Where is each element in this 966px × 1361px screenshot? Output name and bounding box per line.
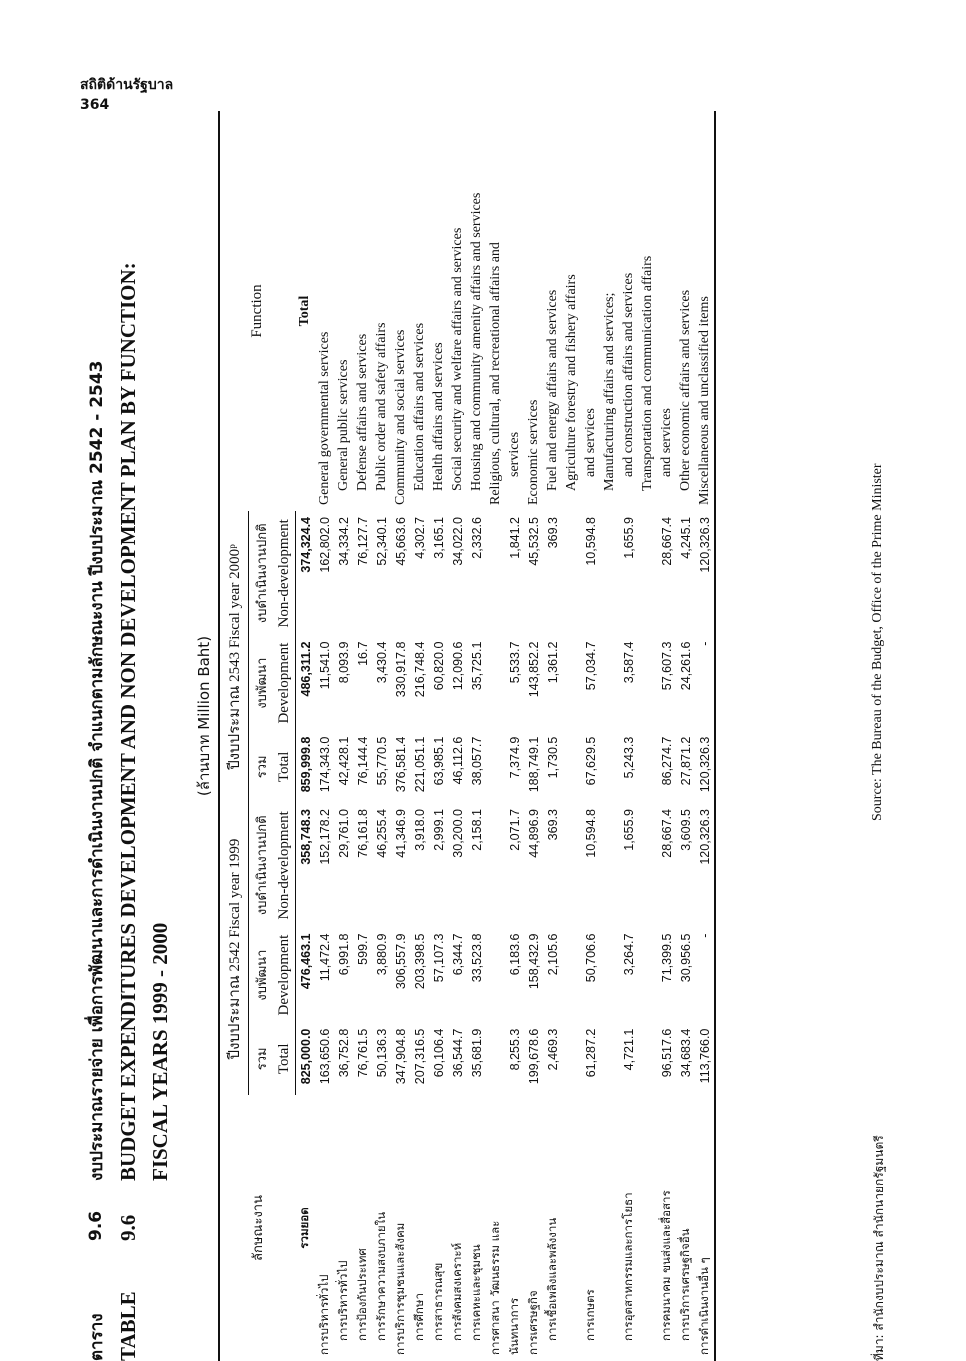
table-row: [372, 111, 391, 1361]
thai-row-label: การป้องกันประเทศ: [354, 1248, 369, 1341]
value-cell: 3,880.9: [374, 933, 389, 976]
value-cell: 61,287.2: [583, 1028, 598, 1078]
value-cell: 1,841.2: [507, 517, 522, 559]
table-row: [505, 111, 524, 1361]
value-cell: 199,678.6: [526, 1028, 541, 1085]
value-cell: 71,399.5: [659, 933, 674, 983]
value-cell: 163,650.6: [317, 1028, 332, 1085]
value-cell: 3,165.1: [431, 517, 446, 559]
value-cell: 476,463.1: [298, 933, 313, 990]
value-cell: [638, 636, 657, 731]
table-row: [638, 111, 657, 1361]
value-cell: 45,663.6: [393, 517, 408, 566]
value-cell: 1,655.9: [621, 809, 636, 851]
value-cell: 24,261.6: [678, 641, 693, 691]
value-cell: 825,000.0: [298, 1028, 313, 1085]
value-cell: [486, 636, 505, 731]
thai-row-label: การบริหารทั่วไป: [316, 1274, 331, 1355]
thai-row-label: [600, 1095, 619, 1361]
thai-row-label: [562, 1095, 581, 1361]
value-cell: 10,594.8: [583, 809, 598, 858]
table-row: [486, 111, 505, 1361]
header-thai-function: ลักษณะงาน: [219, 1095, 296, 1361]
value-cell: 4,245.1: [678, 517, 693, 559]
value-cell: 35,725.1: [469, 641, 484, 691]
thai-row-label: การรักษาความสงบภายใน: [373, 1211, 388, 1341]
value-cell: 152,178.2: [317, 809, 332, 865]
header-fy2000: ปีงบประมาณ 2543 Fiscal year 2000ᵖ: [219, 511, 249, 803]
value-cell: 221,051.1: [412, 736, 427, 793]
value-cell: 486,311.2: [298, 641, 313, 697]
value-cell: 376,581.4: [393, 736, 408, 793]
value-cell: 3,430.4: [374, 641, 389, 684]
thai-row-label: การเคหะและชุมชน: [468, 1244, 483, 1341]
function-label: and services: [582, 408, 598, 477]
value-cell: 347,904.8: [393, 1028, 408, 1085]
value-cell: 3,918.0: [412, 809, 427, 851]
thai-title: [80, 71, 112, 1361]
table-row: [429, 111, 448, 1361]
thai-source: ที่มา: สำนักงบประมาณ สำนักนายกรัฐมนตรี: [872, 1135, 886, 1361]
table-row: [334, 111, 353, 1361]
value-cell: 4,721.1: [621, 1028, 636, 1071]
table-row: [410, 111, 429, 1361]
value-cell: 41,346.9: [393, 809, 408, 858]
value-cell: 52,340.1: [374, 517, 389, 566]
value-cell: 5,533.7: [507, 641, 522, 684]
rotated-table-page: [80, 71, 940, 1361]
value-cell: 10,594.8: [583, 517, 598, 566]
header-dev-th-2000: งบพัฒนา: [255, 657, 270, 709]
page-number: 364: [80, 97, 110, 113]
value-cell: 162,802.0: [317, 517, 332, 573]
function-label: and services: [658, 408, 674, 477]
value-cell: 6,183.6: [507, 933, 522, 976]
header-fy1999: ปีงบประมาณ 2542 Fiscal year 1999: [219, 803, 249, 1095]
thai-row-label: การคมนาคม ขนส่งและสื่อสาร: [658, 1190, 673, 1341]
value-cell: 76,127.7: [355, 517, 370, 566]
thai-table-label: ตาราง: [86, 1313, 107, 1361]
header-total-1999: Total: [274, 1023, 296, 1095]
table-row: [524, 111, 543, 1361]
value-cell: [600, 1023, 619, 1095]
function-label: Community and social services: [392, 329, 408, 505]
function-label: Religious, cultural, and recreational affairs and: [487, 242, 503, 505]
table-row: [695, 111, 715, 1361]
header-nondev-2000: Non-development: [274, 511, 296, 636]
value-cell: 12,090.6: [450, 641, 465, 691]
value-cell: 203,398.5: [412, 933, 427, 990]
function-label: Health affairs and services: [430, 342, 446, 491]
value-cell: 330,917.8: [393, 641, 408, 698]
function-label: Housing and community amenity affairs and services: [468, 192, 484, 491]
header-dev-2000: Development: [274, 636, 296, 731]
thai-row-label: การเชื้อเพลิงและพลังงาน: [544, 1217, 559, 1341]
value-cell: [486, 928, 505, 1023]
thai-row-label: การสังคมสงเคราะห์: [449, 1242, 464, 1341]
value-cell: 36,752.8: [336, 1028, 351, 1078]
en-table-number: 9.6: [115, 1214, 140, 1241]
header-total-th-1999: รวม: [255, 1047, 270, 1071]
value-cell: 8,255.3: [507, 1028, 522, 1071]
budget-table: [218, 111, 716, 1361]
value-cell: 2,999.1: [431, 809, 446, 851]
value-cell: [600, 636, 619, 731]
footer: [870, 71, 889, 1361]
value-cell: 35,681.9: [469, 1028, 484, 1078]
value-cell: 113,766.0: [695, 1023, 715, 1095]
function-label: services: [506, 431, 522, 477]
thai-row-label: การศาสนา วัฒนธรรม และ: [487, 1220, 502, 1355]
thai-row-label: การศึกษา: [411, 1293, 426, 1341]
function-label: Transportation and communication affairs: [639, 255, 655, 491]
value-cell: 11,472.4: [317, 933, 332, 982]
value-cell: -: [695, 928, 715, 1023]
table-row: [353, 111, 372, 1361]
value-cell: 216,748.4: [412, 641, 427, 698]
value-cell: 306,557.9: [393, 933, 408, 990]
thai-row-label: นันทนาการ: [506, 1297, 521, 1355]
value-cell: [486, 803, 505, 928]
value-cell: 3,609.5: [678, 809, 693, 851]
value-cell: [638, 511, 657, 636]
value-cell: [600, 511, 619, 636]
value-cell: 57,607.3: [659, 641, 674, 691]
value-cell: -: [695, 636, 715, 731]
value-cell: [600, 803, 619, 928]
function-label: Economic services: [525, 399, 541, 505]
value-cell: 174,343.0: [317, 736, 332, 793]
function-label: Education affairs and services: [411, 322, 427, 491]
thai-row-label: การบริการเศรษฐกิจอื่น: [677, 1228, 692, 1341]
value-cell: [638, 731, 657, 803]
value-cell: 60,106.4: [431, 1028, 446, 1078]
value-cell: 188,749.1: [526, 736, 541, 793]
section-title: สถิติด้านรัฐบาล: [80, 77, 174, 93]
value-cell: [638, 803, 657, 928]
en-table-label: TABLE: [115, 1291, 140, 1361]
function-label: Public order and safety affairs: [373, 322, 389, 491]
header-function: Function: [219, 111, 296, 511]
value-cell: 46,255.4: [374, 809, 389, 858]
value-cell: 1,655.9: [621, 517, 636, 559]
value-cell: [486, 1023, 505, 1095]
value-cell: [638, 928, 657, 1023]
table-row: [315, 111, 334, 1361]
value-cell: 76,161.8: [355, 809, 370, 858]
thai-row-label: การสาธารณสุข: [430, 1262, 445, 1341]
value-cell: 55,770.5: [374, 736, 389, 786]
value-cell: 120,326.3: [695, 731, 715, 803]
unit-label: (ล้านบาท Million Baht): [195, 635, 213, 797]
table-row: [562, 111, 581, 1361]
value-cell: 11,541.0: [317, 641, 332, 690]
value-cell: 29,761.0: [336, 809, 351, 858]
value-cell: 76,761.5: [355, 1028, 370, 1078]
value-cell: 1,361.2: [545, 641, 560, 684]
value-cell: [562, 928, 581, 1023]
value-cell: [562, 511, 581, 636]
title-block: [80, 71, 176, 1361]
thai-row-label: การเกษตร: [582, 1289, 597, 1341]
value-cell: 16.7: [355, 641, 370, 666]
value-cell: 8,093.9: [336, 641, 351, 684]
value-cell: 38,057.7: [469, 736, 484, 786]
value-cell: 34,022.0: [450, 517, 465, 566]
thai-row-label: การบริการชุมชนและสังคม: [392, 1222, 407, 1355]
value-cell: [600, 731, 619, 803]
value-cell: 67,629.5: [583, 736, 598, 786]
thai-row-label: การอุตสาหกรรมและการโยธา: [620, 1192, 635, 1341]
function-label: General governmental services: [316, 331, 332, 505]
value-cell: 36,544.7: [450, 1028, 465, 1078]
table-body: [296, 111, 716, 1361]
value-cell: 33,523.8: [469, 933, 484, 983]
value-cell: [562, 1023, 581, 1095]
value-cell: 2,469.3: [545, 1028, 560, 1071]
value-cell: [638, 1023, 657, 1095]
value-cell: 143,852.2: [526, 641, 541, 698]
header-nondev-th-1999: งบดำเนินงานปกติ: [255, 815, 270, 916]
value-cell: 158,432.9: [526, 933, 541, 990]
function-label: Social security and welfare affairs and services: [449, 227, 465, 491]
thai-row-label: การเศรษฐกิจ: [525, 1290, 540, 1355]
value-cell: 374,324.4: [298, 517, 313, 573]
value-cell: [600, 928, 619, 1023]
function-label: General public services: [335, 359, 351, 491]
value-cell: 2,105.6: [545, 933, 560, 976]
english-title-line-2: [144, 71, 176, 1361]
value-cell: 30,200.0: [450, 809, 465, 858]
table-row: [676, 111, 695, 1361]
value-cell: 28,667.4: [659, 809, 674, 858]
value-cell: 46,112.6: [450, 736, 465, 785]
table-row: [657, 111, 676, 1361]
thai-table-number: 9.6: [86, 1210, 106, 1241]
value-cell: 5,243.3: [621, 736, 636, 779]
table-row: [467, 111, 486, 1361]
en-title-years: FISCAL YEARS 1999 - 2000: [147, 922, 172, 1181]
table-row: [619, 111, 638, 1361]
value-cell: 358,748.3: [298, 809, 313, 865]
value-cell: [486, 731, 505, 803]
table-row: [581, 111, 600, 1361]
value-cell: [562, 803, 581, 928]
value-cell: 2,158.1: [469, 809, 484, 851]
function-label: Miscellaneous and unclassified items: [695, 111, 715, 511]
value-cell: 599.7: [355, 933, 370, 965]
value-cell: 50,136.3: [374, 1028, 389, 1078]
header-total-th-2000: รวม: [255, 755, 270, 779]
value-cell: 63,985.1: [431, 736, 446, 786]
function-label: Manufacturing affairs and services;: [601, 292, 617, 491]
value-cell: 3,587.4: [621, 641, 636, 684]
en-title-text: BUDGET EXPENDITURES DEVELOPMENT AND NON DEVELOPMENT PLAN BY FUNCTION:: [115, 262, 140, 1181]
source-note: Source: The Bureau of the Budget, Office of the Prime Minister: [870, 463, 885, 821]
header-total-2000: Total: [274, 731, 296, 803]
value-cell: 34,683.4: [678, 1028, 693, 1078]
table-row: [600, 111, 619, 1361]
function-label: Agriculture forestry and fishery affairs: [563, 274, 579, 491]
header-dev-th-1999: งบพัฒนา: [255, 949, 270, 1001]
value-cell: 859,999.8: [298, 736, 313, 793]
english-title: [112, 71, 144, 1361]
thai-row-label: [638, 1095, 657, 1361]
header-nondev-th-2000: งบดำเนินงานปกติ: [255, 523, 270, 624]
value-cell: [562, 731, 581, 803]
value-cell: 50,706.6: [583, 933, 598, 983]
value-cell: 7,374.9: [507, 736, 522, 779]
value-cell: 120,326.3: [695, 511, 715, 636]
value-cell: 1,730.5: [545, 736, 560, 779]
value-cell: 120,326.3: [695, 803, 715, 928]
value-cell: 4,302.7: [412, 517, 427, 559]
value-cell: 2,332.6: [469, 517, 484, 559]
table-row: [543, 111, 562, 1361]
value-cell: 28,667.4: [659, 517, 674, 566]
value-cell: 86,274.7: [659, 736, 674, 786]
header-nondev-1999: Non-development: [274, 803, 296, 928]
value-cell: 2,071.7: [507, 809, 522, 851]
value-cell: 3,264.7: [621, 933, 636, 976]
table-row: [391, 111, 410, 1361]
value-cell: 30,956.5: [678, 933, 693, 983]
value-cell: 6,991.8: [336, 933, 351, 976]
value-cell: [486, 511, 505, 636]
function-label: Other economic affairs and services: [677, 289, 693, 491]
value-cell: 34,334.2: [336, 517, 351, 566]
value-cell: 369.3: [545, 517, 560, 549]
value-cell: 207,316.5: [412, 1028, 427, 1085]
thai-title-text: งบประมาณรายจ่าย เพื่อการพัฒนาและการดำเนินงานปกติ จำแนกตามลักษณะงาน ปีงบประมาณ 2542 - 2543: [86, 360, 107, 1181]
value-cell: 27,871.2: [678, 736, 693, 786]
value-cell: 96,517.6: [659, 1028, 674, 1078]
value-cell: 76,144.4: [355, 736, 370, 786]
table-row: [448, 111, 467, 1361]
value-cell: 57,107.3: [431, 933, 446, 983]
value-cell: [562, 636, 581, 731]
function-label: Defense affairs and services: [354, 333, 370, 491]
function-label: and construction affairs and services: [620, 272, 636, 477]
value-cell: 6,344.7: [450, 933, 465, 976]
function-label: Fuel and energy affairs and services: [544, 289, 560, 491]
value-cell: 60,820.0: [431, 641, 446, 691]
function-label: Total: [297, 295, 313, 327]
table-row: [296, 111, 316, 1361]
thai-row-label: รวมยอด: [297, 1207, 312, 1249]
value-cell: 369.3: [545, 809, 560, 841]
header-dev-1999: Development: [274, 928, 296, 1023]
thai-row-label: การบริหารทั่วไป: [335, 1260, 350, 1341]
value-cell: 57,034.7: [583, 641, 598, 691]
thai-row-label: การดำเนินงานอื่น ๆ: [695, 1095, 715, 1361]
value-cell: 42,428.1: [336, 736, 351, 786]
value-cell: 45,532.5: [526, 517, 541, 566]
value-cell: 44,896.9: [526, 809, 541, 858]
